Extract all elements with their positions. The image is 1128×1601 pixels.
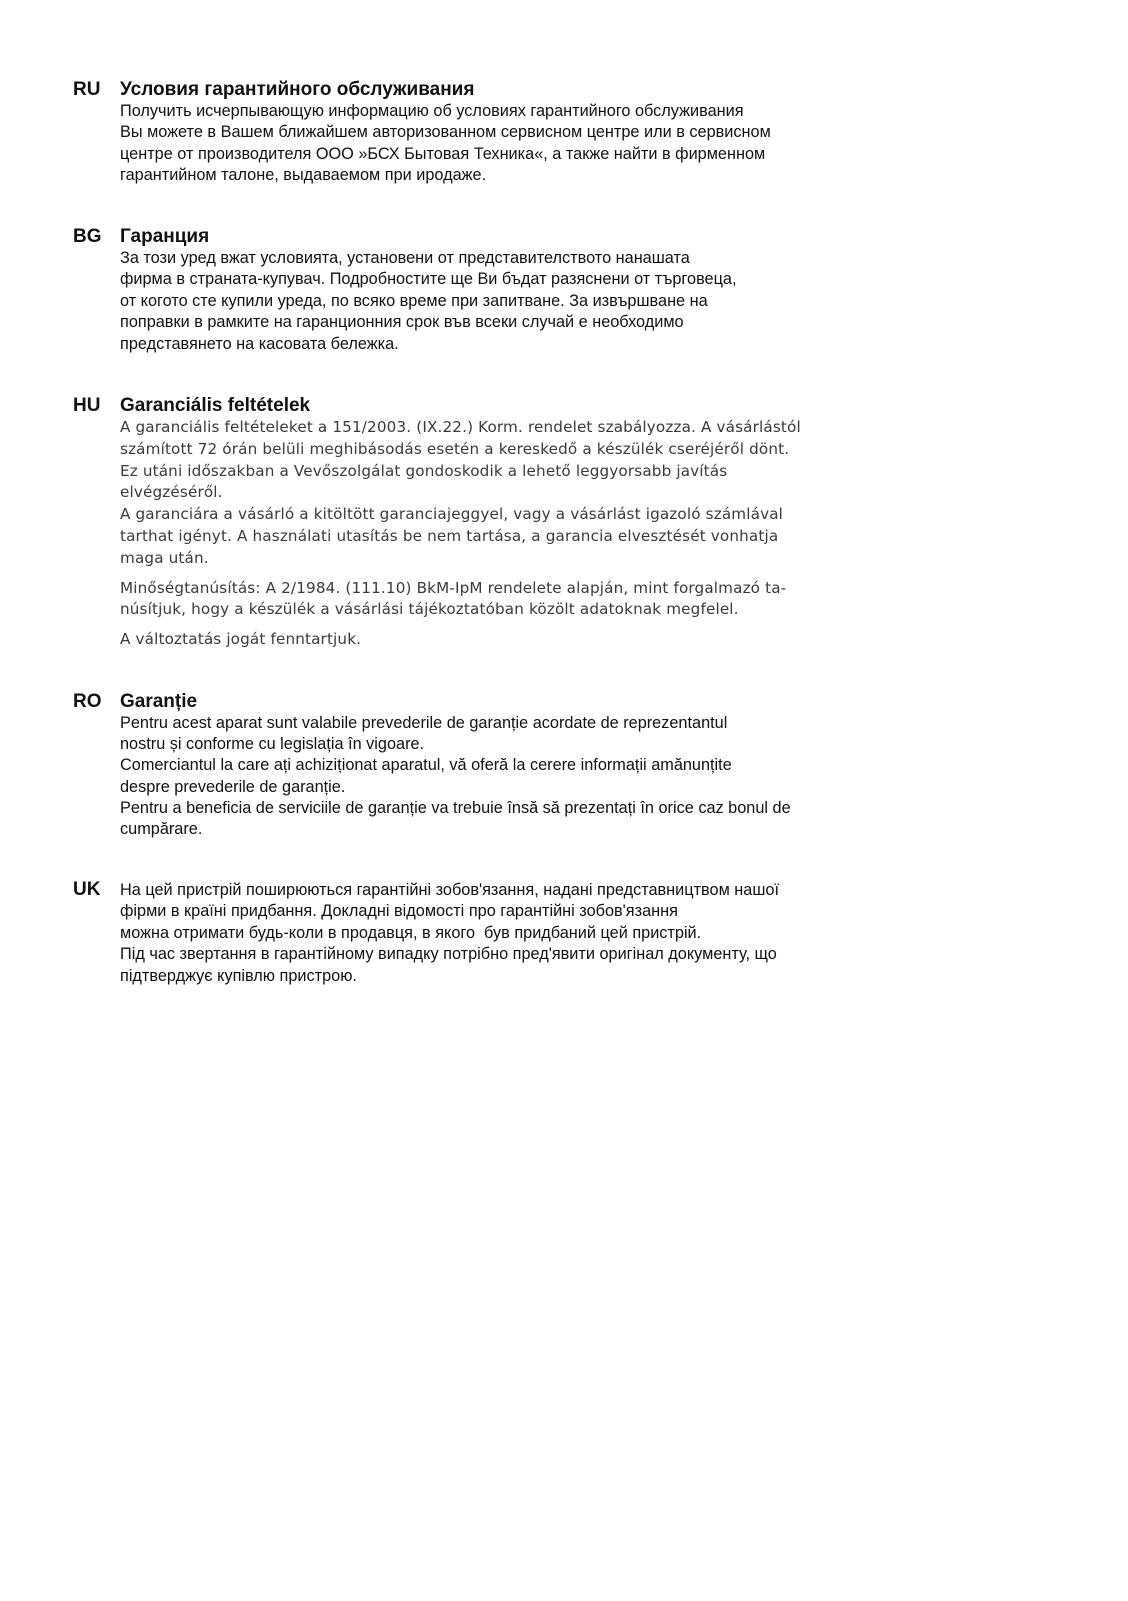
section-body	[120, 79, 1080, 187]
text-line: Minőségtanúsítás: A 2/1984. (111.10) BkM-IpM rendelete alapján, mint forgalmazó ta-	[120, 578, 787, 597]
text-line: гарантийном талоне, выдаваемом при иродаже.	[120, 166, 487, 185]
section-heading: Условия гарантийного обслуживания	[120, 79, 475, 100]
text-line: A garanciális feltételeket a 151/2003. (IX.22.) Korm. rendelet szabályozza. A vásárlástól	[120, 418, 801, 436]
language-code: UK	[73, 879, 101, 900]
paragraph-gap	[120, 621, 1080, 629]
section-body	[120, 880, 1080, 987]
section-body	[120, 226, 1080, 355]
language-code: RO	[73, 691, 102, 712]
text-line: núsítjuk, hogy a készülék a vásárlási tájékoztatóban közölt adatoknak megfelel.	[120, 600, 739, 619]
text-line: despre prevederile de garanție.	[120, 777, 346, 796]
text-line: cumpărare.	[120, 820, 203, 839]
text-line: Comerciantul la care ați achiziționat aparatul, vă oferă la cerere informații amănunțite	[120, 756, 732, 775]
text-line: підтверджує купівлю пристрою.	[120, 966, 357, 985]
language-code: RU	[73, 79, 101, 100]
text-line: A változtatás jogát fenntartjuk.	[120, 630, 362, 649]
text-line: Вы можете в Вашем ближайшем авторизованном сервисном центре или в сервисном	[120, 123, 771, 142]
language-code: HU	[73, 395, 101, 416]
section-heading: Garanciális feltételek	[120, 395, 311, 416]
text-line: поправки в рамките на гаранционния срок във всеки случай е необходимо	[120, 313, 684, 332]
text-line: центре от производителя ООО »БСХ Бытовая Техника«, а также найти в фирменном	[120, 144, 766, 163]
text-line: elvégzéséről.	[120, 483, 223, 502]
text-line: Pentru a beneficia de serviciile de garanție va trebuie însă să prezentați în orice caz bonul de	[120, 798, 791, 817]
text-line: maga után.	[120, 548, 209, 567]
text-line: A garanciára a vásárló a kitöltött garanciajeggyel, vagy a vásárlást igazoló számlával	[120, 505, 784, 524]
text-line: На цей пристрій поширюються гарантійні зобов'язання, надані представництвом нашої	[120, 881, 779, 899]
text-line: Під час звертання в гарантійному випадку потрібно пред'явити оригінал документу, що	[120, 945, 777, 964]
text-line: számított 72 órán belüli meghibásodás esetén a kereskedő a készülék cseréjéről dönt.	[120, 439, 790, 458]
text-line: nostru și conforme cu legislația în vigoare.	[120, 735, 425, 754]
text-line: фірми в країні придбання. Докладні відомості про гарантійні зобов'язання	[120, 902, 678, 921]
paragraph-gap	[120, 570, 1080, 578]
text-line: tarthat igényt. A használati utasítás be nem tartása, a garancia elvesztését vonhatja	[120, 526, 779, 545]
section-heading: Гаранция	[120, 226, 210, 247]
text-line: Получить исчерпывающую информацию об условиях гарантийного обслуживания	[120, 102, 744, 120]
text-line: Pentru acest aparat sunt valabile prevederile de garanție acordate de reprezentantul	[120, 714, 728, 732]
text-line: За този уред вжат условията, установени от представителството нанашата	[120, 249, 690, 267]
language-code: BG	[73, 226, 102, 247]
text-line: можна отримати будь-коли в продавця, в якого був придбаний цей пристрій.	[120, 923, 702, 942]
text-line: от когото сте купили уреда, по всяко време при запитване. За извършване на	[120, 291, 708, 310]
text-line: Ez utáni időszakban a Vevőszolgálat gondoskodik a lehető leggyorsabb javítás	[120, 461, 728, 480]
text-line: фирма в страната-купувач. Подробностите ще Ви бъдат разяснени от търговеца,	[120, 270, 737, 289]
text-line: представянето на касовата бележка.	[120, 334, 399, 353]
section-heading: Garanție	[120, 691, 198, 712]
section-body	[120, 691, 1080, 840]
section-body	[120, 395, 1080, 651]
